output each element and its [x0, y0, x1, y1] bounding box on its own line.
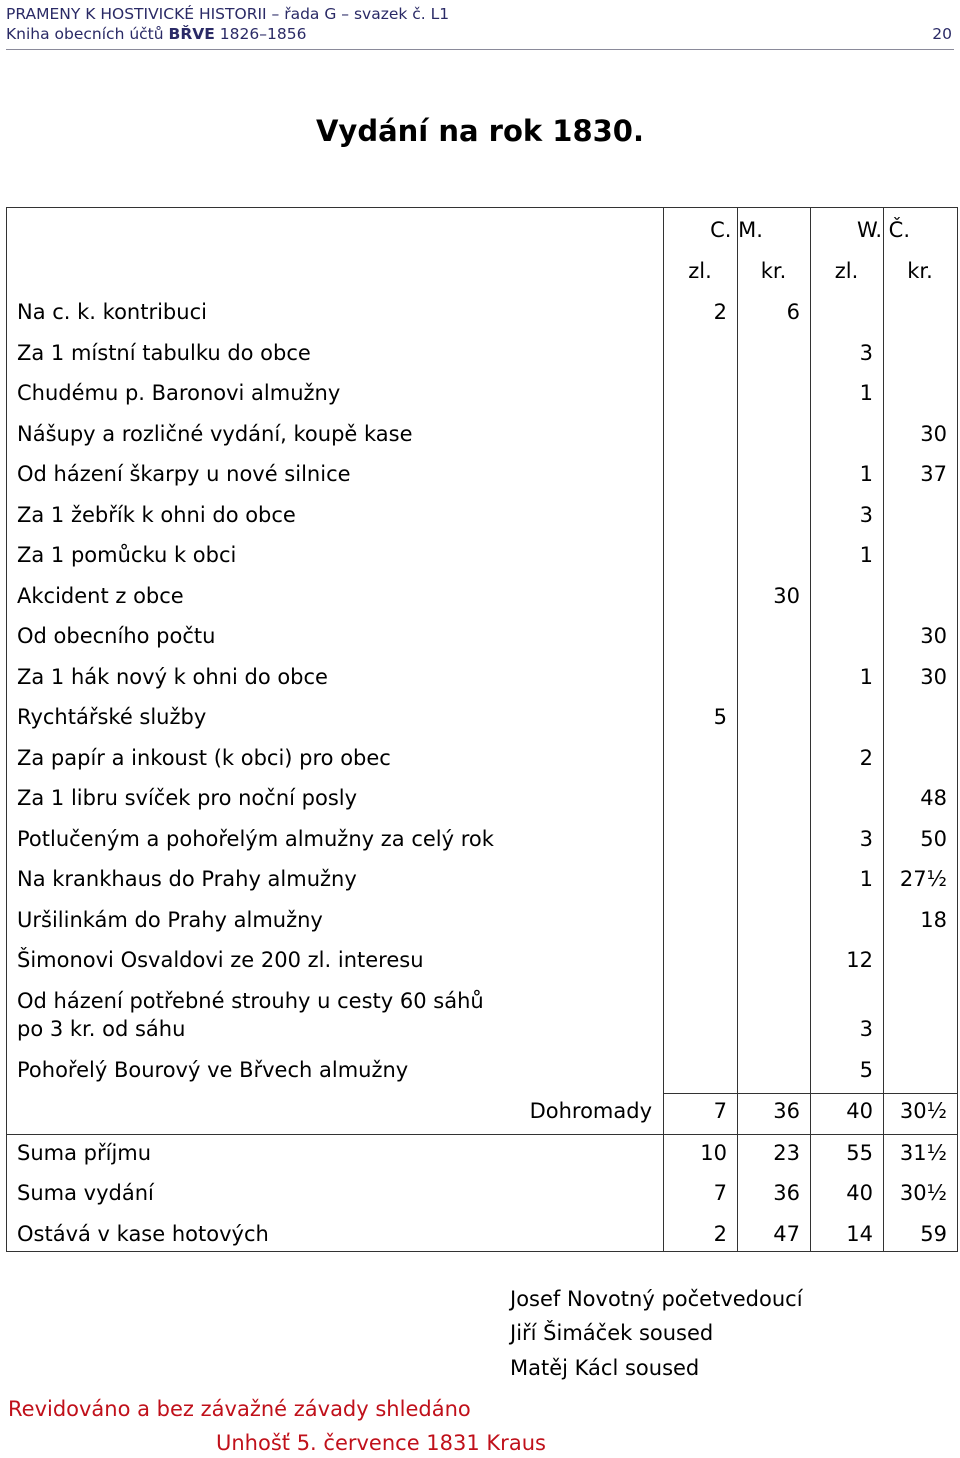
summary-amount: 59: [920, 1222, 947, 1246]
total-rule: [663, 1093, 957, 1094]
row-label: Od obecního počtu: [17, 624, 216, 648]
amount-cell: 5: [713, 705, 727, 729]
summary-amount: 30½: [899, 1181, 947, 1205]
amount-cell: 30: [920, 624, 947, 648]
summary-amount: 14: [846, 1222, 873, 1246]
summary-amount: 7: [713, 1181, 727, 1205]
book-header: [6, 24, 952, 44]
signature-line: Jiří Šimáček soused: [510, 1321, 714, 1345]
page-number: 20: [932, 25, 952, 43]
header-kr: kr.: [760, 259, 787, 283]
header-wc: W. Č.: [856, 218, 911, 242]
row-label: po 3 kr. od sáhu: [17, 1017, 186, 1041]
amount-cell: 30: [920, 422, 947, 446]
header-cm: C. M.: [710, 218, 763, 242]
row-label: Od házení škarpy u nové silnice: [17, 462, 351, 486]
amount-cell: 50: [920, 827, 947, 851]
summary-amount: 10: [700, 1141, 727, 1165]
signature-line: Matěj Kácl soused: [510, 1356, 700, 1380]
row-label: Za 1 hák nový k ohni do obce: [17, 665, 328, 689]
row-label: Rychtářské služby: [17, 705, 207, 729]
summary-label: Suma vydání: [17, 1181, 154, 1205]
summary-amount: 31½: [899, 1141, 947, 1165]
amount-cell: 2: [859, 746, 873, 770]
page-title: Vydání na rok 1830.: [315, 114, 644, 148]
row-label: Chudému p. Baronovi almužny: [17, 381, 341, 405]
amount-cell: 37: [920, 462, 947, 486]
amount-cell: 3: [859, 1017, 873, 1041]
revision-date: Unhošť 5. července 1831 Kraus: [216, 1431, 546, 1455]
row-label: Na c. k. kontribuci: [17, 300, 207, 324]
book-title: Kniha obecních účtů BŘVE 1826–1856: [6, 25, 307, 43]
total-amount: 30½: [899, 1099, 947, 1123]
summary-amount: 40: [846, 1181, 873, 1205]
header-zl: zl.: [834, 259, 859, 283]
amount-cell: 3: [859, 503, 873, 527]
row-label: Za papír a inkoust (k obci) pro obec: [17, 746, 391, 770]
row-label: Za 1 pomůcku k obci: [17, 543, 237, 567]
amount-cell: 27½: [899, 867, 947, 891]
amount-cell: 1: [859, 665, 873, 689]
amount-cell: 2: [713, 300, 727, 324]
row-label: Za 1 žebřík k ohni do obce: [17, 503, 296, 527]
amount-cell: 48: [920, 786, 947, 810]
amount-cell: 3: [859, 827, 873, 851]
summary-rule: [7, 1134, 957, 1135]
summary-amount: 23: [773, 1141, 800, 1165]
amount-cell: 1: [859, 462, 873, 486]
summary-amount: 36: [773, 1181, 800, 1205]
expense-table: [6, 207, 958, 1252]
amount-cell: 12: [846, 948, 873, 972]
header-zl: zl.: [688, 259, 712, 283]
row-label: Na krankhaus do Prahy almužny: [17, 867, 357, 891]
row-label: Pohořelý Bourový ve Břvech almužny: [17, 1058, 409, 1082]
village-name: BŘVE: [168, 25, 215, 43]
amount-cell: 30: [773, 584, 800, 608]
total-amount: 7: [713, 1099, 727, 1123]
summary-amount: 2: [713, 1222, 727, 1246]
row-label: Za 1 místní tabulku do obce: [17, 341, 311, 365]
total-amount: 36: [773, 1099, 800, 1123]
column-divider: [737, 208, 738, 1251]
amount-cell: 3: [859, 341, 873, 365]
amount-cell: 1: [859, 543, 873, 567]
header-rule: [6, 49, 954, 50]
row-label: Uršilinkám do Prahy almužny: [17, 908, 323, 932]
row-label: Potlučeným a pohořelým almužny za celý rok: [17, 827, 494, 851]
amount-cell: 18: [920, 908, 947, 932]
header-kr: kr.: [907, 259, 933, 283]
revision-note: Revidováno a bez závažné závady shledáno: [8, 1397, 471, 1421]
summary-amount: 47: [773, 1222, 800, 1246]
amount-cell: 1: [859, 867, 873, 891]
series-header: PRAMENY K HOSTIVICKÉ HISTORII – řada G – svazek č. L1: [6, 5, 450, 23]
column-divider: [810, 208, 811, 1251]
summary-label: Suma příjmu: [17, 1141, 152, 1165]
amount-cell: 1: [859, 381, 873, 405]
summary-label: Ostává v kase hotových: [17, 1222, 269, 1246]
row-label: Za 1 libru svíček pro noční posly: [17, 786, 358, 810]
total-amount: 40: [846, 1099, 873, 1123]
signature-line: Josef Novotný početvedoucí: [510, 1287, 803, 1311]
summary-amount: 55: [846, 1141, 873, 1165]
amount-cell: 5: [859, 1058, 873, 1082]
column-divider: [663, 208, 664, 1251]
row-label: Akcident z obce: [17, 584, 184, 608]
amount-cell: 30: [920, 665, 947, 689]
row-label: Nášupy a rozličné vydání, koupě kase: [17, 422, 413, 446]
amount-cell: 6: [786, 300, 800, 324]
total-label: Dohromady: [529, 1099, 652, 1123]
row-label: Od házení potřebné strouhy u cesty 60 sáhů: [17, 989, 484, 1013]
row-label: Šimonovi Osvaldovi ze 200 zl. interesu: [17, 948, 424, 972]
column-divider: [883, 208, 884, 1251]
